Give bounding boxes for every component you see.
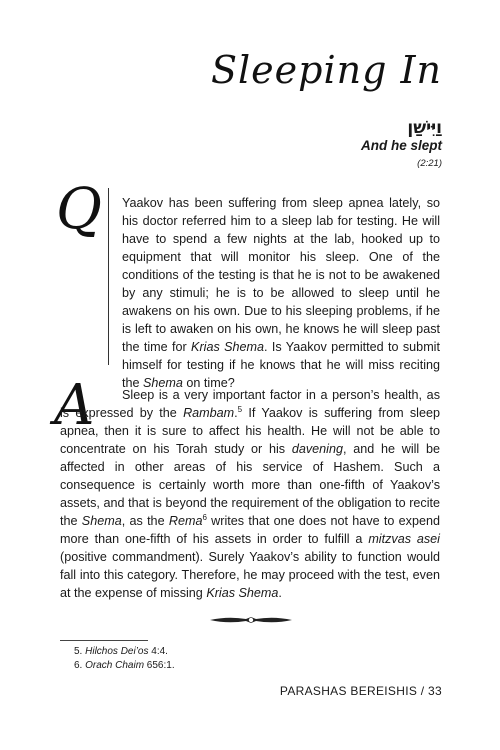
text-run: .	[234, 406, 238, 420]
footnote-item	[74, 645, 175, 659]
text-run: (positive commandment). Surely Yaakov’s ability to function would fall into this category. Therefore, he may proceed with the test, even at the expense of missing	[60, 550, 440, 600]
text-run: Yaakov has been suffering from sleep apnea lately, so his doctor referred him to a sleep lab for testing. He will have to spend a few nights at the lab, hooked up to equipment that will monitor his sleep. One of the conditions of the testing is that he is not to be awakened by any stimuli; he is to be allowed to sleep until he awakens on his own. Due to his sleeping problems, if he is left to awaken on his own, he knows he will sleep past the time for	[122, 196, 440, 354]
italic-term: Krias Shema	[191, 340, 264, 354]
chapter-title: Sleeping In	[210, 48, 442, 92]
verse-translation: And he slept	[360, 138, 442, 153]
italic-term: Rema	[168, 514, 203, 528]
text-run: . Is Yaakov permitted to submit himself for testing if he knows that he will miss reciting the	[122, 340, 440, 390]
running-head: PARASHAS BEREISHIS / 33	[279, 684, 442, 698]
text-run: Sleep is a very important factor in a person’s health, as is expressed by the	[60, 388, 440, 420]
text-run: .	[278, 586, 282, 600]
hebrew-verse-word: וַיִּישַׁן	[407, 118, 442, 138]
italic-term: Shema	[143, 376, 183, 390]
question-paragraph	[122, 194, 440, 392]
footnote-number: 6.	[74, 660, 86, 671]
text-run: on time?	[182, 376, 235, 390]
ornamental-divider	[208, 612, 294, 628]
footnote-citation: 656:1.	[144, 660, 175, 671]
footnotes-list	[74, 645, 175, 673]
italic-term: davening	[291, 442, 343, 456]
italic-term: mitzvas asei	[368, 532, 440, 546]
text-run: , and he will be affected in other areas of his service of Hashem. Such a consequence is certainly worth more than one-fifth of Yaakov’s assets, and that is beyond the requirement of the obligation to recite the	[60, 442, 440, 528]
italic-term: Krias Shema	[206, 586, 279, 600]
footnote-source-title: Orach Chaim	[85, 660, 145, 671]
italic-term: Rambam	[183, 406, 235, 420]
footnote-marker: 5	[237, 404, 243, 414]
question-vertical-rule	[108, 188, 109, 365]
footnote-source-title: Hilchos Dei’os	[85, 646, 149, 657]
footnote-citation: 4:4.	[148, 646, 168, 657]
text-run: writes that one does not have to expend more than one-fifth of his assets in order to fulfill a	[60, 514, 440, 546]
italic-term: Shema	[81, 514, 122, 528]
footnote-number: 5.	[74, 646, 86, 657]
footnote-marker: 6	[202, 512, 207, 522]
footnote-rule	[60, 640, 148, 641]
text-run: If Yaakov is suffering from sleep apnea, then it is sure to affect his health. He will not be able to concentrate on his Torah study or his	[60, 406, 440, 456]
text-run: , as the	[121, 514, 169, 528]
question-dropcap: Q	[56, 177, 102, 242]
verse-reference: (2:21)	[417, 158, 442, 169]
answer-paragraph	[60, 386, 440, 602]
footnote-item	[74, 659, 175, 673]
answer-dropcap: A	[54, 373, 95, 438]
